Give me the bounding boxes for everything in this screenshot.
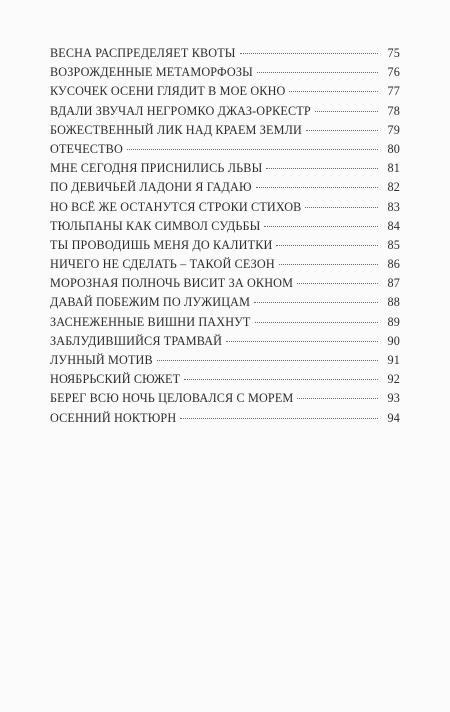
toc-entry-page: 77 — [387, 84, 400, 99]
dot-leader — [255, 322, 378, 323]
toc-entry — [50, 121, 400, 140]
toc-entry-title: ПО ДЕВИЧЬЕЙ ЛАДОНИ Я ГАДАЮ — [50, 180, 252, 195]
toc-entry-page: 91 — [387, 353, 400, 367]
dot-leader — [184, 379, 378, 380]
toc-entry — [50, 44, 400, 63]
toc-entry-page: 93 — [387, 391, 400, 406]
toc-entry-page: 87 — [387, 276, 400, 291]
dot-leader — [180, 418, 378, 419]
toc-entry — [50, 236, 400, 255]
dot-leader — [297, 398, 378, 399]
dot-leader — [315, 111, 378, 112]
dot-leader — [266, 168, 378, 169]
dot-leader — [306, 130, 378, 131]
toc-entry — [50, 178, 400, 197]
dot-leader — [226, 341, 378, 342]
toc-entry-title: ДАВАЙ ПОБЕЖИМ ПО ЛУЖИЦАМ — [50, 295, 251, 310]
toc-entry-page: 79 — [387, 122, 400, 137]
toc-entry-title: МОРОЗНАЯ ПОЛНОЧЬ ВИСИТ ЗА ОКНОМ — [50, 276, 294, 291]
dot-leader — [257, 72, 378, 73]
toc-entry-page: 90 — [387, 333, 400, 348]
dot-leader — [297, 283, 378, 284]
toc-entry — [50, 274, 400, 293]
toc-entry — [50, 63, 400, 82]
table-of-contents — [50, 44, 400, 428]
dot-leader — [256, 187, 378, 188]
dot-leader — [279, 264, 378, 265]
toc-entry-page: 85 — [387, 237, 400, 252]
toc-entry — [50, 351, 400, 370]
toc-entry-page: 92 — [387, 372, 400, 387]
toc-entry-title: ТЫ ПРОВОДИШЬ МЕНЯ ДО КАЛИТКИ — [50, 237, 273, 252]
toc-entry — [50, 293, 400, 312]
toc-entry-title: БОЖЕСТВЕННЫЙ ЛИК НАД КРАЕМ ЗЕМЛИ — [50, 122, 302, 137]
toc-entry-page: 84 — [387, 218, 400, 233]
toc-entry — [50, 198, 400, 217]
toc-entry-page: 86 — [387, 257, 400, 272]
toc-entry-page: 78 — [387, 103, 400, 118]
toc-entry-page: 89 — [387, 314, 400, 329]
toc-entry-title: ВЕСНА РАСПРЕДЕЛЯЕТ КВОТЫ — [50, 46, 236, 60]
toc-entry-page: 75 — [387, 46, 400, 60]
toc-entry-title: ОТЕЧЕСТВО — [50, 141, 123, 156]
toc-entry-title: ВОЗРОЖДЕННЫЕ МЕТАМОРФОЗЫ — [50, 65, 253, 80]
toc-entry — [50, 370, 400, 389]
toc-entry-title: ЗАБЛУДИВШИЙСЯ ТРАМВАЙ — [50, 333, 223, 348]
dot-leader — [276, 245, 378, 246]
toc-entry-page: 88 — [387, 295, 400, 310]
toc-entry-title: НО ВСЁ ЖЕ ОСТАНУТСЯ СТРОКИ СТИХОВ — [50, 199, 302, 214]
toc-entry — [50, 332, 400, 351]
toc-entry — [50, 255, 400, 274]
toc-entry — [50, 217, 400, 236]
toc-entry — [50, 409, 400, 428]
toc-entry-title: НОЯБРЬСКИЙ СЮЖЕТ — [50, 372, 181, 387]
toc-entry-title: ЗАСНЕЖЕННЫЕ ВИШНИ ПАХНУТ — [50, 314, 251, 329]
toc-entry-page: 76 — [387, 65, 400, 80]
toc-entry-title: ВДАЛИ ЗВУЧАЛ НЕГРОМКО ДЖАЗ-ОРКЕСТР — [50, 103, 311, 118]
toc-entry — [50, 102, 400, 121]
dot-leader — [289, 91, 378, 92]
dot-leader — [240, 53, 378, 54]
toc-entry-title: ОСЕННИЙ НОКТЮРН — [50, 410, 177, 425]
dot-leader — [157, 360, 378, 361]
toc-entry-title: КУСОЧЕК ОСЕНИ ГЛЯДИТ В МОЕ ОКНО — [50, 84, 286, 99]
toc-entry — [50, 313, 400, 332]
toc-entry — [50, 82, 400, 101]
toc-entry-title: ТЮЛЬПАНЫ КАК СИМВОЛ СУДЬБЫ — [50, 218, 261, 233]
toc-entry-title: БЕРЕГ ВСЮ НОЧЬ ЦЕЛОВАЛСЯ С МОРЕМ — [50, 391, 294, 406]
toc-entry-page: 94 — [387, 410, 400, 425]
toc-entry-page: 82 — [387, 180, 400, 195]
toc-entry-title: НИЧЕГО НЕ СДЕЛАТЬ – ТАКОЙ СЕЗОН — [50, 257, 275, 272]
dot-leader — [127, 149, 378, 150]
toc-entry-page: 80 — [387, 141, 400, 156]
dot-leader — [264, 226, 378, 227]
dot-leader — [305, 207, 378, 208]
toc-entry — [50, 389, 400, 408]
toc-entry-title: ЛУННЫЙ МОТИВ — [50, 353, 153, 367]
dot-leader — [254, 302, 378, 303]
toc-entry-title: МНЕ СЕГОДНЯ ПРИСНИЛИСЬ ЛЬВЫ — [50, 161, 263, 176]
toc-entry-page: 81 — [387, 161, 400, 176]
toc-entry — [50, 140, 400, 159]
toc-entry — [50, 159, 400, 178]
toc-entry-page: 83 — [387, 199, 400, 214]
